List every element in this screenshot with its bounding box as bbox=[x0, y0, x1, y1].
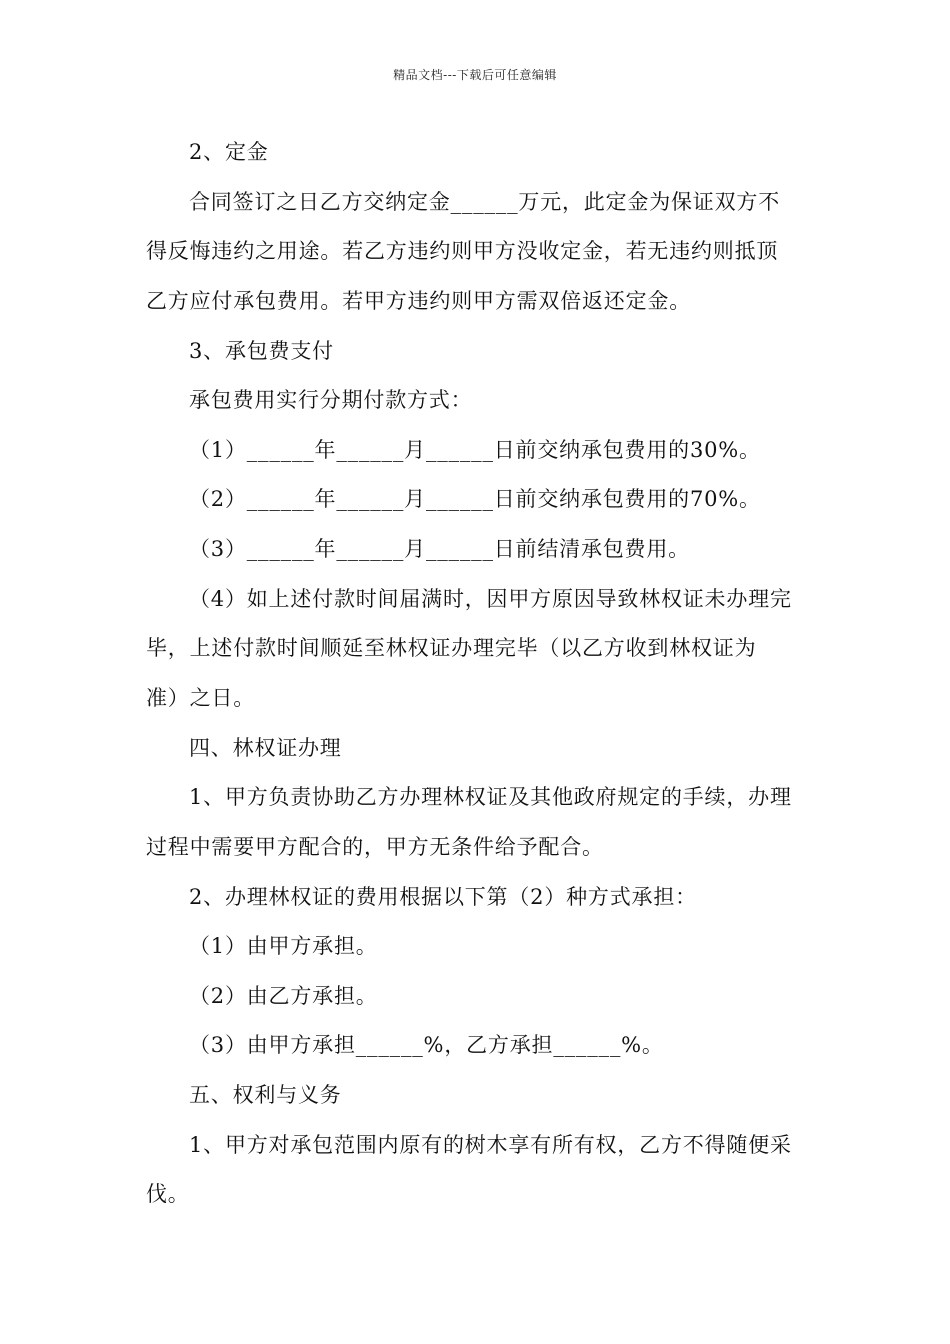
text-line: 毕，上述付款时间顺延至林权证办理完毕（以乙方收到林权证为 bbox=[146, 636, 757, 660]
text-line: 3、承包费支付 bbox=[189, 339, 334, 363]
section-heading: 四、林权证办理 bbox=[189, 736, 342, 760]
section-heading: 五、权利与义务 bbox=[189, 1083, 342, 1107]
text-line: （4）如上述付款时间届满时，因甲方原因导致林权证未办理完 bbox=[189, 587, 792, 611]
page-header: 精品文档---下载后可任意编辑 bbox=[393, 68, 557, 82]
text-line: 承包费用实行分期付款方式： bbox=[189, 388, 473, 412]
text-line: （1）由甲方承担。 bbox=[189, 934, 378, 958]
text-line: （2）______年______月______日前交纳承包费用的70%。 bbox=[189, 487, 761, 511]
text-line: （2）由乙方承担。 bbox=[189, 984, 378, 1008]
text-line: （3）______年______月______日前结清承包费用。 bbox=[189, 537, 690, 561]
text-line: 伐。 bbox=[146, 1182, 190, 1206]
text-line: （1）______年______月______日前交纳承包费用的30%。 bbox=[189, 438, 761, 462]
text-line: 合同签订之日乙方交纳定金______万元，此定金为保证双方不 bbox=[189, 190, 780, 214]
text-line: 准）之日。 bbox=[146, 686, 255, 710]
text-line: 过程中需要甲方配合的，甲方无条件给予配合。 bbox=[146, 835, 604, 859]
text-line: 1、甲方负责协助乙方办理林权证及其他政府规定的手续，办理 bbox=[189, 785, 792, 809]
text-line: 2、办理林权证的费用根据以下第（2）种方式承担： bbox=[189, 885, 697, 909]
text-line: 2、定金 bbox=[189, 140, 269, 164]
text-line: 得反悔违约之用途。若乙方违约则甲方没收定金，若无违约则抵顶 bbox=[146, 239, 779, 263]
text-line: 乙方应付承包费用。若甲方违约则甲方需双倍返还定金。 bbox=[146, 289, 691, 313]
text-line: 1、甲方对承包范围内原有的树木享有所有权，乙方不得随便采 bbox=[189, 1133, 792, 1157]
text-line: （3）由甲方承担______%，乙方承担______%。 bbox=[189, 1033, 664, 1057]
